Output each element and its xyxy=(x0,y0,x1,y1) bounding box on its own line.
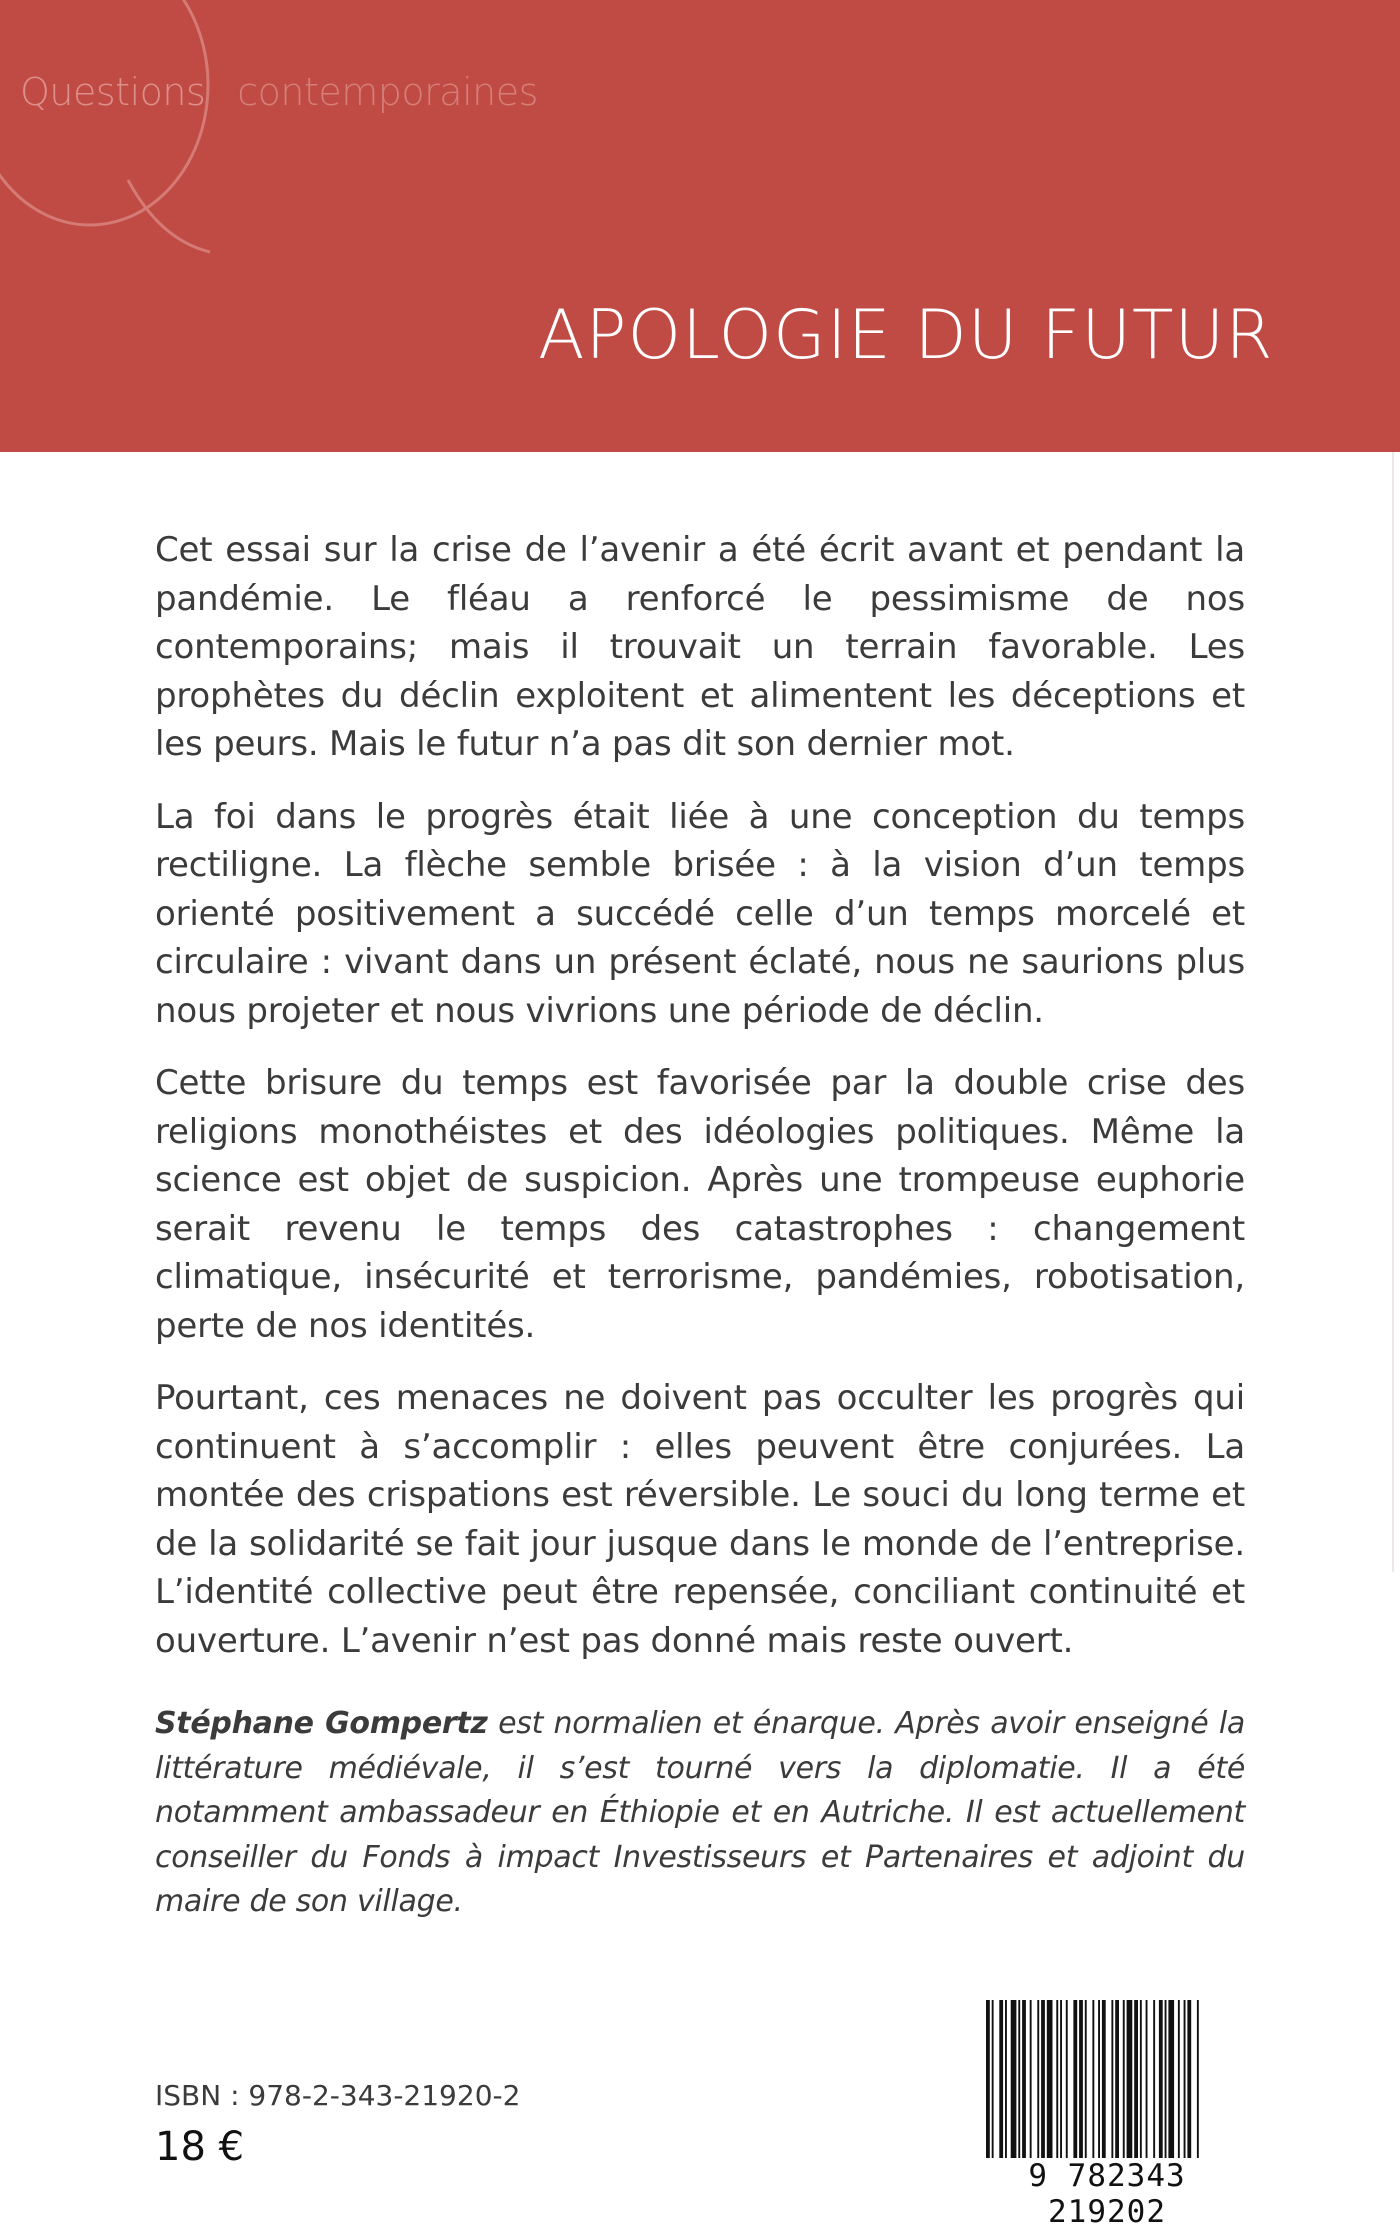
header-band xyxy=(0,0,1400,452)
price: 18 € xyxy=(155,2124,245,2170)
barcode-bar xyxy=(1127,2000,1133,2165)
barcode-bar xyxy=(999,2000,1003,2165)
barcode-bars xyxy=(968,2000,1246,2165)
back-cover-blurb xyxy=(155,526,1245,1689)
barcode-bar xyxy=(1197,2000,1199,2165)
barcode-bar xyxy=(1005,2000,1007,2165)
barcode-bar xyxy=(1085,2000,1087,2165)
barcode-bar xyxy=(1184,2000,1186,2165)
barcode-bar xyxy=(1159,2000,1163,2165)
barcode-bar xyxy=(1102,2000,1106,2165)
barcode-bar xyxy=(1187,2000,1191,2165)
barcode-bar xyxy=(1047,2000,1053,2165)
barcode-bar xyxy=(1168,2000,1174,2165)
barcode-bar xyxy=(1098,2000,1100,2165)
series-word-contemporaines: contemporaines xyxy=(237,70,538,114)
barcode-digits: 9 782343 219202 xyxy=(968,2158,1246,2230)
series-q-emblem xyxy=(0,0,260,280)
barcode-bar xyxy=(1134,2000,1138,2165)
barcode-bar xyxy=(1123,2000,1125,2165)
barcode-bar xyxy=(1030,2000,1032,2165)
barcode-bar xyxy=(1066,2000,1068,2165)
barcode-bar xyxy=(1018,2000,1020,2165)
blurb-paragraph: Cette brisure du temps est favorisée par la double crise des religions monothéistes et des idéologies politiques. Même la science est objet de suspicion. Après une trompeuse euphorie serait revenu le temps des catastrophes : changement climatique, insécurité et terrorisme, pandémies, robotisation, perte de nos identités. xyxy=(155,1063,1245,1346)
author-name: Stéphane Gompertz xyxy=(155,1706,488,1741)
author-bio-text: est normalien et énarque. Après avoir enseigné la littérature médiévale, il s’est tourné vers la diplomatie. Il a été notamment ambassadeur en Éthiopie et en Autriche. Il est actuellement conseiller du Fonds à impact Investisseurs et Partenaires et adjoint du maire de son village. xyxy=(155,1706,1245,1919)
barcode-bar xyxy=(1115,2000,1119,2165)
barcode-bar xyxy=(1092,2000,1094,2165)
barcode-bar xyxy=(1022,2000,1026,2165)
barcode-bar xyxy=(1060,2000,1062,2165)
barcode xyxy=(968,2000,1246,2230)
barcode-bar xyxy=(992,2000,994,2165)
barcode-bar xyxy=(1111,2000,1113,2165)
barcode-bar xyxy=(1073,2000,1077,2165)
barcode-bar xyxy=(1041,2000,1045,2165)
barcode-bar xyxy=(1079,2000,1083,2165)
blurb-paragraph: Cet essai sur la crise de l’avenir a été écrit avant et pendant la pandémie. Le fléau a renforcé le pessimisme de nos contemporains; mais il trouvait un terrain favorable. Les prophètes du déclin exploitent et alimentent les déceptions et les peurs. Mais le futur n’a pas dit son dernier mot. xyxy=(155,530,1245,764)
book-title: APOLOGIE DU FUTUR xyxy=(538,296,1274,375)
author-bio xyxy=(155,1702,1245,1925)
series-word-questions: Questions xyxy=(20,70,206,114)
barcode-bar xyxy=(1153,2000,1155,2165)
barcode-bar xyxy=(1037,2000,1039,2165)
barcode-bar xyxy=(986,2000,990,2165)
series-name xyxy=(20,70,538,114)
barcode-bar xyxy=(1056,2000,1058,2165)
spine-rule xyxy=(1392,452,1394,1572)
barcode-bar xyxy=(1140,2000,1142,2165)
blurb-paragraph: La foi dans le progrès était liée à une conception du temps rectiligne. La flèche semble brisée : à la vision d’un temps orienté positivement a succédé celle d’un temps morcelé et circulaire : vivant dans un présent éclaté, nous ne saurions plus nous projeter et nous vivrions une période de déclin. xyxy=(155,796,1245,1031)
barcode-bar xyxy=(1146,2000,1148,2165)
barcode-bar xyxy=(1011,2000,1017,2165)
barcode-bar xyxy=(1178,2000,1180,2165)
barcode-bar xyxy=(1165,2000,1167,2165)
isbn: ISBN : 978-2-343-21920-2 xyxy=(155,2079,521,2112)
blurb-paragraph: Pourtant, ces menaces ne doivent pas occulter les progrès qui continuent à s’accomplir : elles peuvent être conjurées. La montée des crispations est réversible. Le souci du long terme et de la solidarité se fait jour jusque dans le monde de l’entreprise. L’identité collective peut être repensée, conciliant continuité et ouverture. L’avenir n’est pas donné mais reste ouvert. xyxy=(155,1378,1245,1661)
